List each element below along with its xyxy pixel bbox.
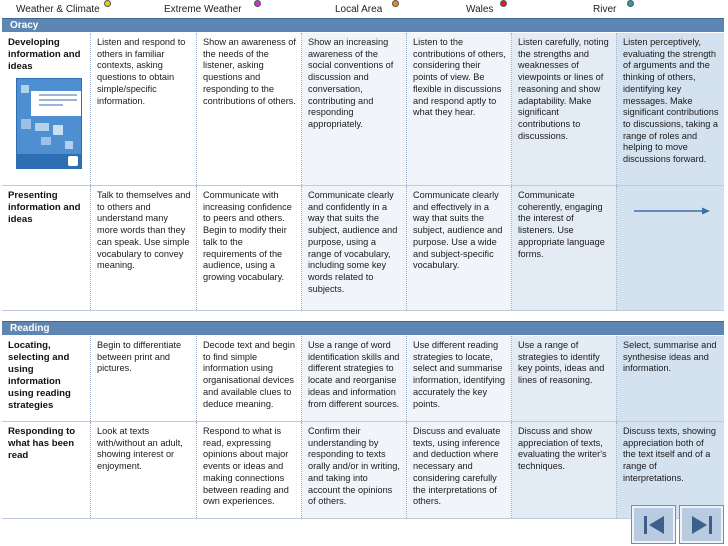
nav-label: Local Area — [335, 4, 383, 15]
table-cell: Listen carefully, noting the strengths and weaknesses of viewpoints or lines of reasoning and show adaptability. Make significant contributions to discussions. — [512, 33, 617, 185]
table-cell: Discuss and show appreciation of texts, evaluating the writer's techniques. — [512, 422, 617, 518]
table-cell: Show an awareness of the needs of the listener, asking questions and responding to the contributions of others. — [197, 33, 302, 185]
next-button[interactable] — [680, 506, 723, 543]
table-cell: Decode text and begin to find simple information using organisational devices and available clues to deduce meaning. — [197, 336, 302, 421]
table-cell: Communicate clearly and effectively in a way that suits the subject, audience and purpose. Use a wide and subject-specific vocabulary. — [407, 186, 512, 310]
table-cell: Use different reading strategies to locate, select and summarise information, identifying accurately the key points. — [407, 336, 512, 421]
table-cell: Listen perceptively, evaluating the strength of arguments and the thinking of others, identifying key messages. Make significant contributions to discussions, taking a range of roles and helping to move discussions forward. — [617, 33, 724, 185]
table-cell: Discuss and evaluate texts, using inference and deduction where necessary and considering carefully the interpretations of others. — [407, 422, 512, 518]
table-cell: Use a range of word identification skills and different strategies to locate and reorganise ideas and information from different sources. — [302, 336, 407, 421]
table-cell: Select, summarise and synthesise ideas and information. — [617, 336, 724, 421]
nav-label: Weather & Climate — [16, 4, 100, 15]
table-cell: Communicate clearly and confidently in a way that suits the subject, audience and purpose, using a range of vocabulary, including some key words related to subjects. — [302, 186, 407, 310]
table-cell: Listen to the contributions of others, considering their points of view. Be flexible in discussions and respond aptly to what they hear. — [407, 33, 512, 185]
nav-weather-climate[interactable] — [16, 4, 100, 15]
table-cell: Look at texts with/without an adult, showing interest or enjoyment. — [91, 422, 197, 518]
dot-icon — [627, 0, 634, 7]
nav-label: Wales — [466, 4, 494, 15]
slide-navigation — [632, 506, 724, 543]
previous-button[interactable] — [632, 506, 675, 543]
nav-local-area[interactable] — [335, 4, 382, 15]
section-title: Reading — [10, 323, 50, 334]
table-cell: Respond to what is read, expressing opinions about major events or ideas and making connections between reading and own experiences. — [197, 422, 302, 518]
table-cell — [617, 186, 724, 310]
table-cell: Communicate with increasing confidence to peers and others. Begin to modify their talk to the requirements of the audience, using a growing vocabulary. — [197, 186, 302, 310]
dot-icon — [392, 0, 399, 7]
oracy-table — [2, 33, 724, 311]
logo-icon — [68, 156, 78, 166]
dot-icon — [500, 0, 507, 7]
table-cell: Listen and respond to others in familiar contexts, asking questions to obtain simple/specific information. — [91, 33, 197, 185]
document-cover-image — [16, 78, 82, 169]
row-heading: Locating, selecting and using information using reading strategies — [2, 336, 91, 421]
cover-title-panel — [31, 91, 81, 116]
nav-river[interactable] — [593, 4, 616, 15]
row-heading: Developing information and ideas — [2, 33, 91, 185]
dot-icon — [104, 0, 111, 7]
table-cell: Use a range of strategies to identify key points, ideas and lines of reasoning. — [512, 336, 617, 421]
table-row — [2, 336, 724, 422]
table-cell: Discuss texts, showing appreciation both of the text itself and of a range of interpretations. — [617, 422, 724, 518]
reading-table — [2, 336, 724, 519]
reading-section-header — [2, 321, 724, 335]
arrow-right-icon — [634, 207, 710, 215]
table-cell: Confirm their understanding by responding to texts orally and/or in writing, and taking into account the opinions of others. — [302, 422, 407, 518]
row-heading: Presenting information and ideas — [2, 186, 91, 310]
skip-forward-icon — [690, 514, 714, 536]
dot-icon — [254, 0, 261, 7]
table-row — [2, 33, 724, 186]
nav-label: River — [593, 4, 617, 15]
nav-wales[interactable] — [466, 4, 493, 15]
oracy-section-header — [2, 18, 724, 32]
table-cell: Show an increasing awareness of the social conventions of discussion and conversation, contributing and responding appropriately. — [302, 33, 407, 185]
nav-label: Extreme Weather — [164, 4, 242, 15]
row-heading: Responding to what has been read — [2, 422, 91, 518]
table-cell: Talk to themselves and to others and understand many more words than they can speak. Use simple vocabulary to convey meaning. — [91, 186, 197, 310]
section-title: Oracy — [10, 20, 39, 31]
skip-back-icon — [642, 514, 666, 536]
table-row — [2, 422, 724, 519]
nav-extreme-weather[interactable] — [164, 4, 242, 15]
table-row — [2, 186, 724, 311]
table-cell: Communicate coherently, engaging the interest of listeners. Use appropriate language forms. — [512, 186, 617, 310]
table-cell: Begin to differentiate between print and pictures. — [91, 336, 197, 421]
top-navigation — [0, 0, 728, 18]
